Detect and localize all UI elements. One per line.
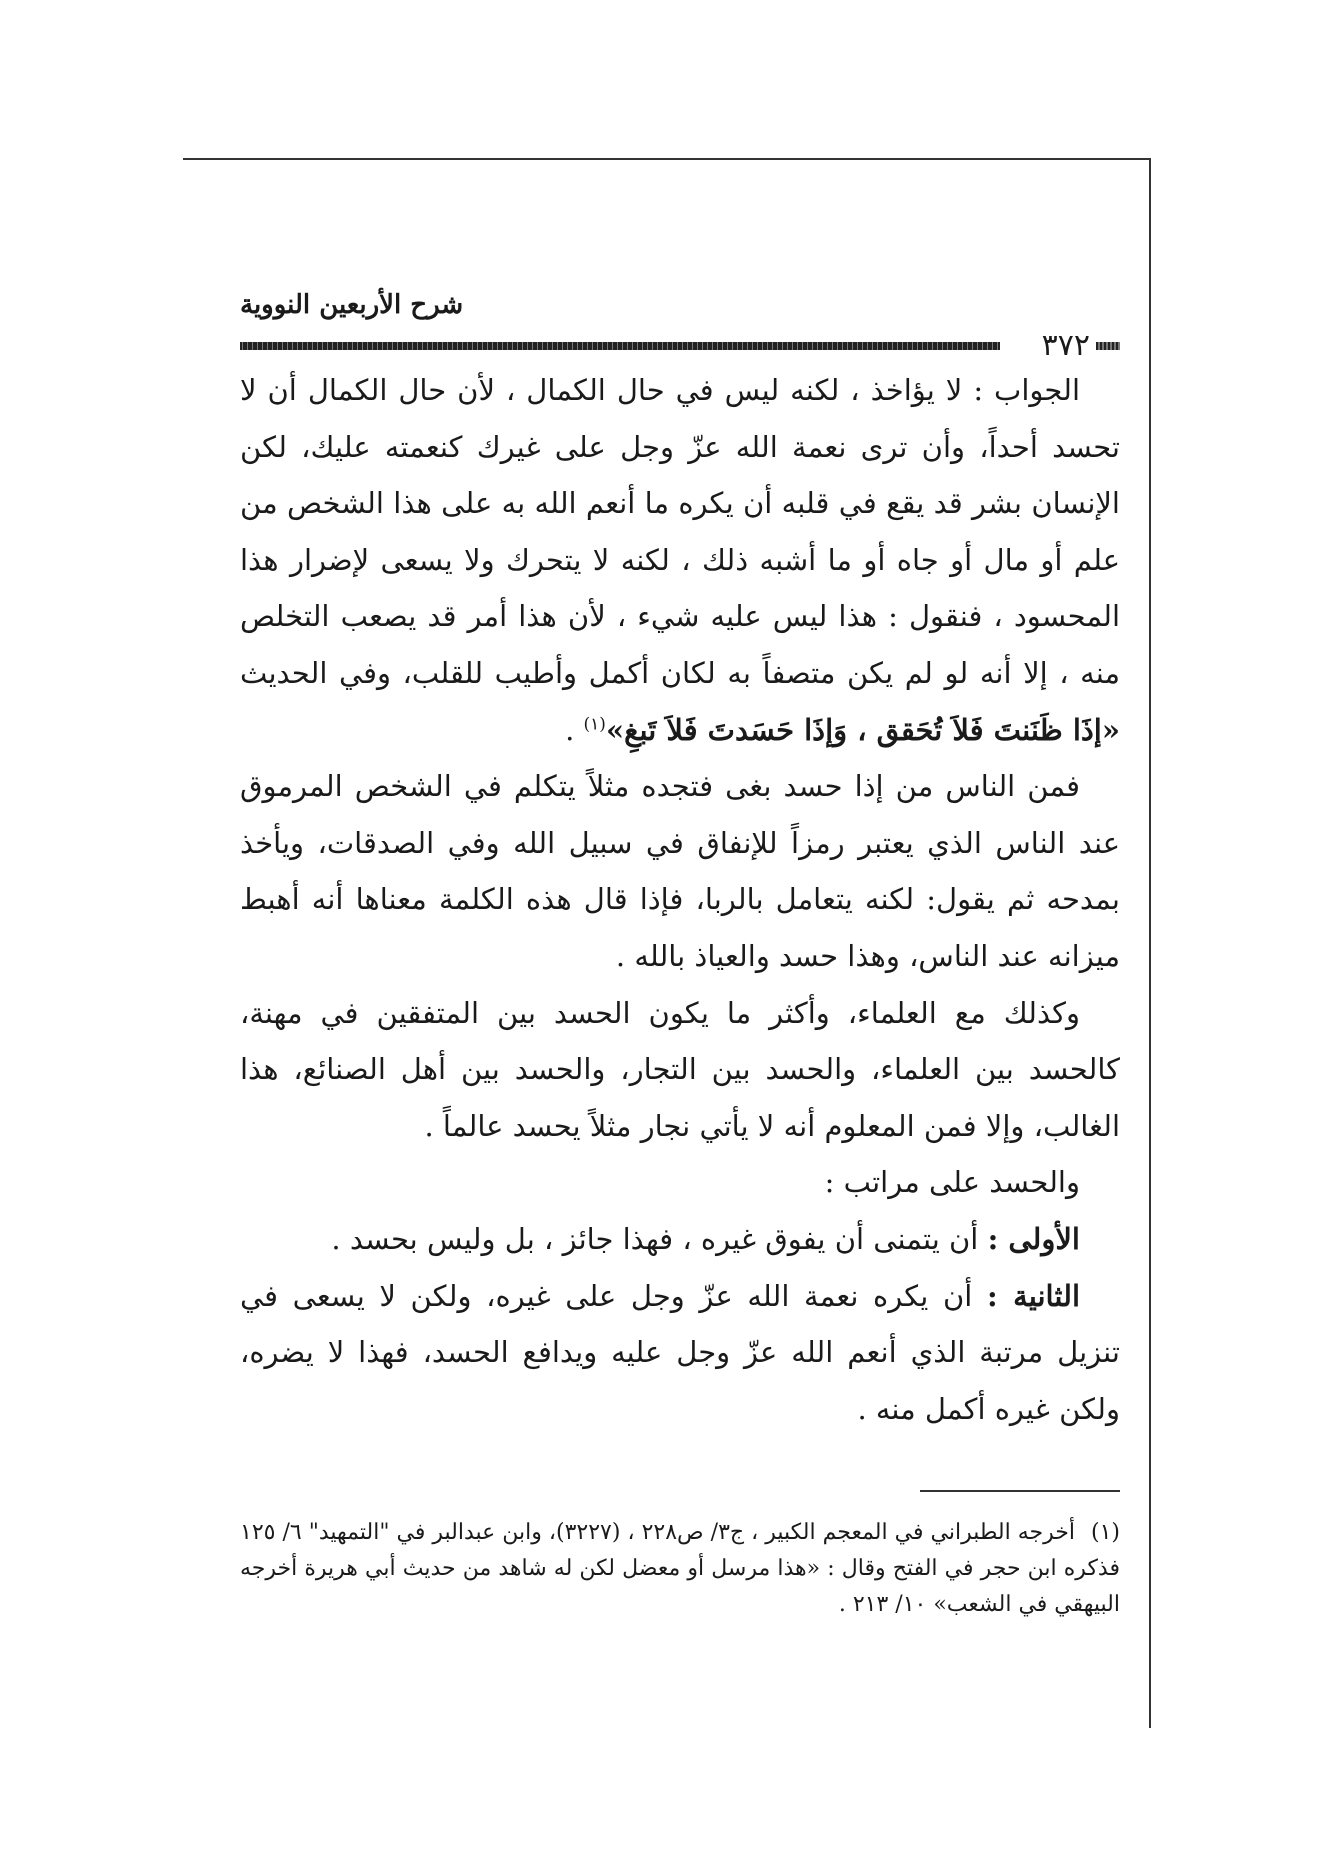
footnote-number: (١): [1090, 1520, 1120, 1545]
page-number: ٣٧٢: [1041, 328, 1090, 363]
page-number-ornament: [1096, 342, 1120, 350]
footnote-separator: [920, 1490, 1120, 1492]
paragraph-answer-end: .: [565, 712, 584, 747]
page-frame-top-rule: [183, 158, 1150, 160]
paragraph-level-second: [240, 1268, 1120, 1438]
paragraph-answer: [240, 362, 1120, 758]
level-first-term: الأولى :: [987, 1221, 1080, 1256]
level-first-text: أن يتمنى أن يفوق غيره ، فهذا جائز ، بل وليس بحسد .: [331, 1221, 988, 1256]
paragraph-levels-intro: والحسد على مراتب :: [824, 1165, 1080, 1200]
footnote: [240, 1515, 1120, 1623]
footnote-reference[interactable]: (١): [583, 713, 606, 734]
footnote-text: أخرجه الطبراني في المعجم الكبير ، ج٣/ ص٢٢٨ ، (٣٢٢٧)، وابن عبدالبر في "التمهيد" ٦/ ١٢٥ فذكره ابن حجر في الفتح وقال : «هذا مرسل أو معضل لكن له شاهد من حديث أبي هريرة أخرجه البيهقي في الشعب» ١٠/ ٢١٣ .: [240, 1520, 1120, 1617]
header-rule: [240, 342, 1000, 350]
level-second-term: الثانية :: [986, 1278, 1080, 1313]
running-title: شرح الأربعين النووية: [240, 290, 464, 320]
paragraph-answer-text: الجواب : لا يؤاخذ ، لكنه ليس في حال الكمال ، لأن حال الكمال أن لا تحسد أحداً، وأن ترى نعمة الله عزّ وجل على غيرك كنعمته عليك، لكن الإنسان بشر قد يقع في قلبه أن يكره ما أنعم الله به على هذا الشخص من علم أو مال أو جاه أو ما أشبه ذلك ، لكنه لا يتحرك ولا يسعى لإضرار هذا المحسود ، فنقول : هذا ليس عليه شيء ، لأن هذا أمر قد يصعب التخلص منه ، إلا أنه لو لم يكن متصفاً به لكان أكمل وأطيب للقلب، وفي الحديث: [240, 373, 1120, 690]
paragraph-level-first: [240, 1211, 1120, 1268]
body-text: [240, 362, 1120, 1437]
paragraph-envy-example: فمن الناس من إذا حسد بغى فتجده مثلاً يتكلم في الشخص المرموق عند الناس الذي يعتبر رمزاً للإنفاق في سبيل الله وفي الصدقات، ويأخذ بمدحه ثم يقول: لكنه يتعامل بالربا، فإذا قال هذه الكلمة معناها أنه أهبط ميزانه عند الناس، وهذا حسد والعياذ بالله .: [240, 769, 1120, 973]
hadith-quote: «إذَا ظَنَنتَ فَلاَ تُحَقق ، وَإذَا حَسَدتَ فَلاَ تَبغِ»: [605, 712, 1120, 747]
level-second-text: أن يكره نعمة الله عزّ وجل على غيره، ولكن لا يسعى في تنزيل مرتبة الذي أنعم الله عزّ وجل عليه ويدافع الحسد، فهذا لا يضره، ولكن غيره أكمل منه .: [240, 1278, 1120, 1426]
page-frame-right-rule: [1149, 158, 1151, 1728]
paragraph-scholars: وكذلك مع العلماء، وأكثر ما يكون الحسد بين المتفقين في مهنة، كالحسد بين العلماء، والحسد بين التجار، والحسد بين أهل الصنائع، هذا الغالب، وإلا فمن المعلوم أنه لا يأتي نجار مثلاً يحسد عالماً .: [240, 995, 1120, 1143]
